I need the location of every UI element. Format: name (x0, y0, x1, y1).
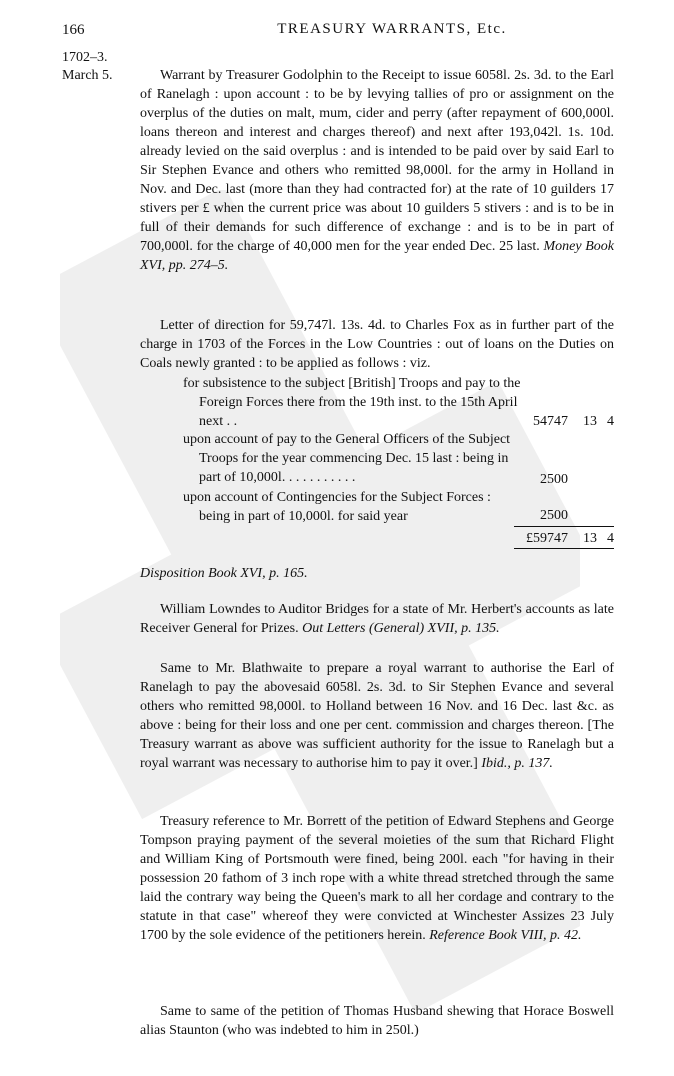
entry-text: Treasury reference to Mr. Borrett of the petition of Edward Stephens and George Tompson praying payment of the several moieties of the sum that Richard Flight and William King of Portsmouth were fined, being 200l. each "for having in their possession 20 fathom of 3 inch rope with a white thread stretched through the same laid the contrary way being the Queen's mark to all her cordage and contrary to the statute in that case" whereof they were convicted at Winchester Assizes 23 July 1700 by the sole evidence of the petitioners herein. (140, 814, 614, 943)
entry-warrant-ranelagh (140, 66, 614, 275)
amount-pence: 4 (607, 414, 614, 429)
sum-rule (514, 526, 614, 527)
entry-text: William Lowndes to Auditor Bridges for a state of Mr. Herbert's accounts as late Receiver General for Prizes. (140, 602, 614, 636)
amount-pounds: 2500 (540, 472, 568, 487)
entry-blathwaite (140, 659, 614, 773)
amount-pounds: 2500 (540, 508, 568, 523)
schedule-row (0, 374, 674, 434)
schedule-desc: upon account of pay to the General Officers of the Subject Troops for the year commencing Dec. 15 last : being in part of 10,000l. . . . . . . . . . . (183, 432, 511, 485)
entry-reference: Reference Book VIII, p. 42. (429, 928, 582, 943)
total-pounds: £59747 (526, 531, 568, 546)
schedule-row (0, 488, 674, 528)
entry-reference: Ibid., p. 137. (481, 756, 553, 771)
entry-text: Same to Mr. Blathwaite to prepare a royal warrant to authorise the Earl of Ranelagh to pay the abovesaid 6058l. 2s. 3d. to Sir Stephen Evance and several others who remitted 98,000l. to Holland between 16 Nov. and 16 Dec. last &c. as above : being for their loss and one per cent. commission and charges thereon. [The Treasury warrant as above was sufficient authority for the issue to Ranelagh but a royal warrant was necessary to authorise him to pay it over.] (140, 661, 614, 771)
total-pence: 4 (607, 531, 614, 546)
page-number: 166 (62, 22, 85, 38)
total-shillings: 13 (583, 531, 597, 546)
schedule-desc: for subsistence to the subject [British] Troops and pay to the Foreign Forces there from the 19th inst. to the 15th April next . . (183, 376, 521, 429)
entry-husband-petition (140, 1002, 614, 1040)
margin-year: 1702–3. (62, 50, 108, 65)
entry-reference: Out Letters (General) XVII, p. 135. (302, 621, 500, 636)
entry-text: Letter of direction for 59,747l. 13s. 4d. to Charles Fox as in further part of the charge in 1703 of the Forces in the Low Countries : out of loans on the Duties on Coals newly granted : to be applied as follows : viz. (140, 318, 614, 371)
schedule-desc: upon account of Contingencies for the Subject Forces : being in part of 10,000l. for said year (183, 490, 491, 524)
schedule-row (0, 430, 674, 490)
margin-date: March 5. (62, 68, 113, 83)
entry-letter-fox (140, 316, 614, 373)
entry-lowndes-bridges (140, 600, 614, 638)
amount-shillings: 13 (583, 414, 597, 429)
amount-pounds: 54747 (533, 414, 568, 429)
schedule-total (0, 529, 674, 549)
running-title: TREASURY WARRANTS, Etc. (277, 21, 507, 37)
entry-text: Same to same of the petition of Thomas Husband shewing that Horace Boswell alias Staunton (who was indebted to him in 250l.) (140, 1004, 614, 1038)
total-rule (514, 548, 614, 549)
entry-text: Warrant by Treasurer Godolphin to the Receipt to issue 6058l. 2s. 3d. to the Earl of Ranelagh : upon account : to be by levying tallies of pro or assignment on the overplus of the duties on malt, mum, cider and perry (after repayment of 600,000l. loans thereon and interest and charges thereof) and next after 193,042l. 1s. 10d. already levied on the said overplus : and is intended to be paid over by said Earl to Sir Stephen Evance and others who remitted 98,000l. for the army in Holland in Nov. and Dec. last (more than they had contracted for) at the rate of 10 guilders 17 stivers per £ when the current price was about 10 guilders 5 stivers : and is to be in full of their demands for such difference of exchange : and is to be in part of 700,000l. for the charge of 40,000 men for the year ended Dec. 25 last. (140, 68, 614, 254)
entry-reference: Disposition Book XVI, p. 165. (140, 566, 308, 581)
entry-reference: Money Book XVI, pp. 274–5. (140, 239, 615, 273)
entry-borrett-reference (140, 812, 614, 945)
